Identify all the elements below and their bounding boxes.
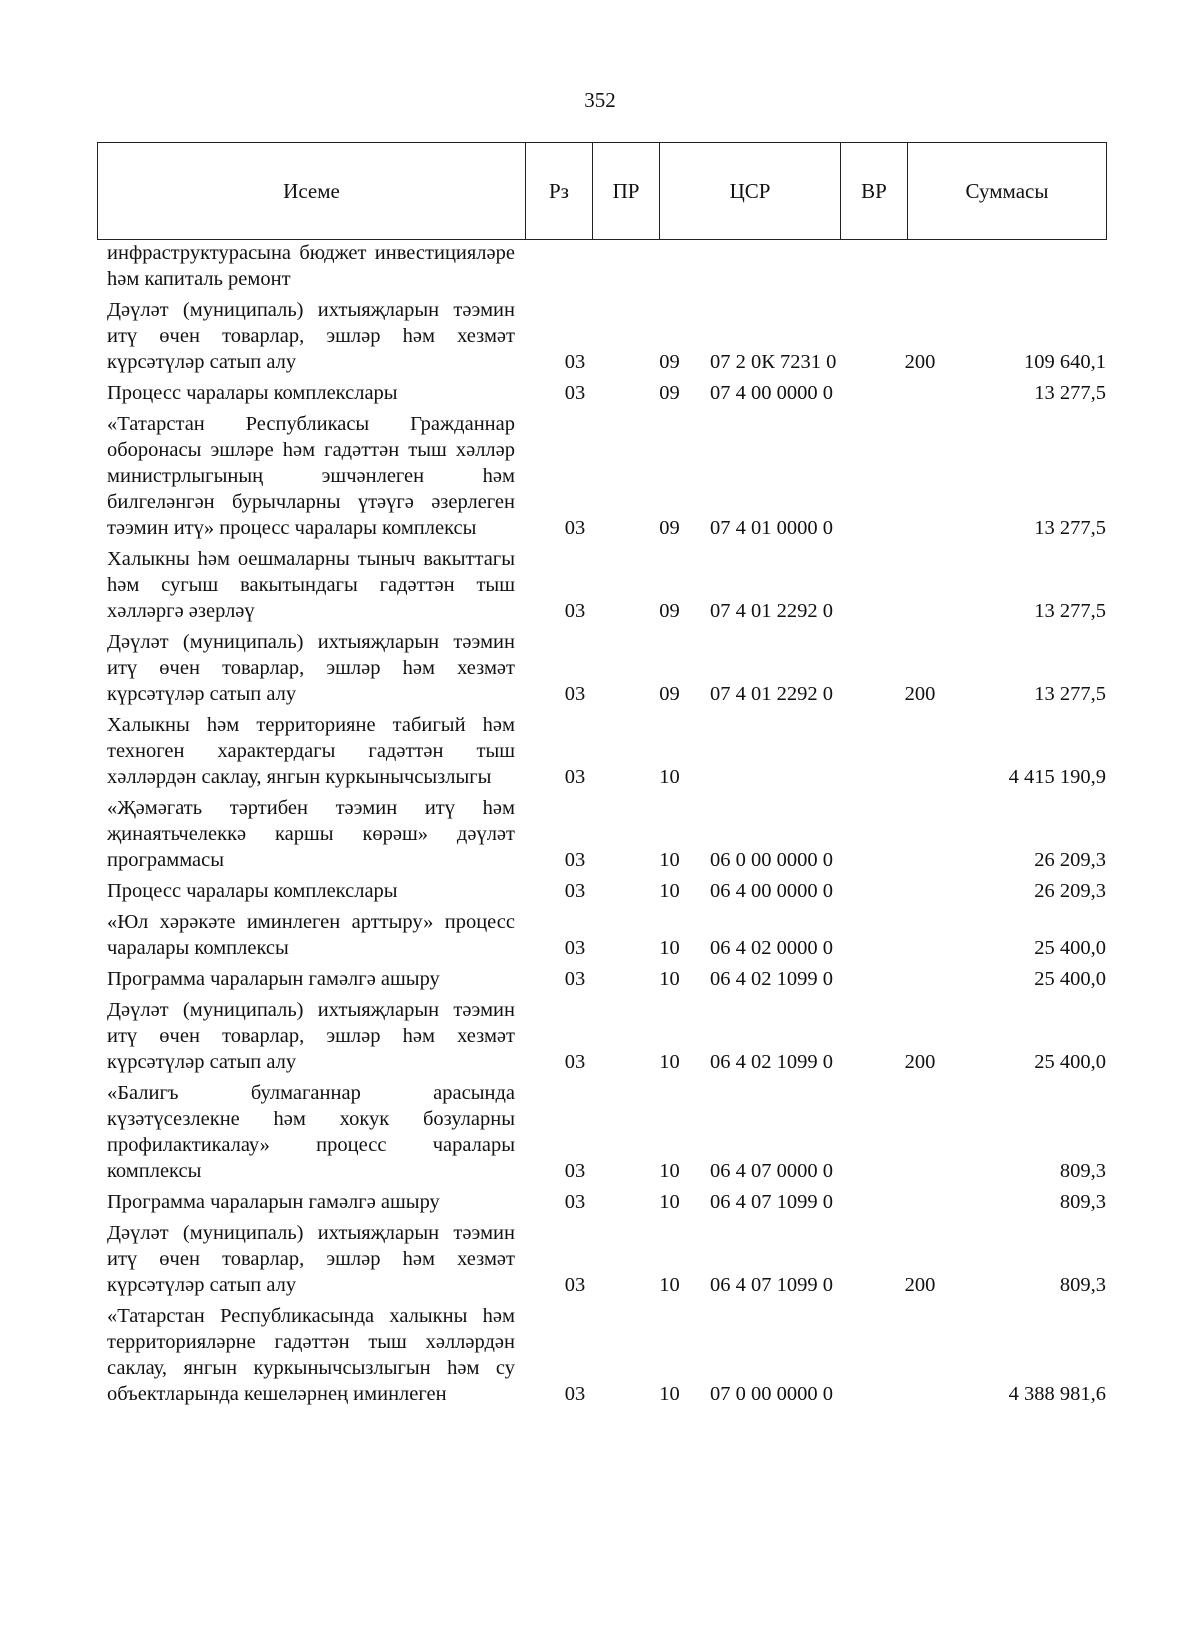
row-vr: 200 bbox=[904, 683, 936, 705]
row-sum: 26 209,3 bbox=[1034, 849, 1106, 871]
row-name: Программа чараларын гамәлгә ашыру bbox=[107, 968, 440, 990]
row-rz: 03 bbox=[564, 351, 586, 373]
table-row bbox=[0, 1220, 1200, 1298]
row-name: «Җәмәгать тәртибен тәэмин итү һәм җинаятьчелеккә каршы көрәш» дәүләт программасы bbox=[107, 797, 515, 871]
column-header-csr: ЦСР bbox=[659, 143, 840, 239]
table-row bbox=[0, 1080, 1200, 1184]
row-rz: 03 bbox=[564, 683, 586, 705]
row-pr: 10 bbox=[659, 937, 680, 959]
row-pr: 10 bbox=[659, 1383, 680, 1405]
row-sum: 13 277,5 bbox=[1034, 683, 1106, 705]
column-header-vr: ВР bbox=[840, 143, 907, 239]
row-pr: 09 bbox=[659, 517, 680, 539]
row-name: Халыкны һәм оешмаларны тыныч вакыттагы һәм сугыш вакытындагы гадәттән тыш хәлләргә әзерләү bbox=[107, 548, 515, 622]
row-vr: 200 bbox=[904, 1274, 936, 1296]
row-vr: 200 bbox=[904, 1051, 936, 1073]
row-name: Дәүләт (муниципаль) ихтыяҗларын тәэмин итү өчен товарлар, эшләр һәм хезмәт күрсәтүләр сатып алу bbox=[107, 631, 515, 705]
column-header-rz: Рз bbox=[525, 143, 592, 239]
row-rz: 03 bbox=[564, 1160, 586, 1182]
row-pr: 09 bbox=[659, 382, 680, 404]
row-csr: 07 4 00 0000 0 bbox=[710, 382, 833, 404]
table-row bbox=[0, 909, 1200, 961]
table-row bbox=[0, 380, 1200, 406]
row-pr: 10 bbox=[659, 1051, 680, 1073]
row-rz: 03 bbox=[564, 1191, 586, 1213]
table-body bbox=[0, 240, 1200, 1412]
row-rz: 03 bbox=[564, 1383, 586, 1405]
table-row bbox=[0, 966, 1200, 992]
row-sum: 13 277,5 bbox=[1034, 517, 1106, 539]
table-row bbox=[0, 1189, 1200, 1215]
row-rz: 03 bbox=[564, 517, 586, 539]
row-pr: 09 bbox=[659, 351, 680, 373]
row-csr: 07 2 0К 7231 0 bbox=[710, 351, 837, 373]
row-vr: 200 bbox=[904, 351, 936, 373]
row-csr: 06 4 07 1099 0 bbox=[710, 1191, 833, 1213]
table-row bbox=[0, 997, 1200, 1075]
row-name: Дәүләт (муниципаль) ихтыяҗларын тәэмин итү өчен товарлар, эшләр һәм хезмәт күрсәтүләр сатып алу bbox=[107, 299, 515, 373]
row-rz: 03 bbox=[564, 1274, 586, 1296]
row-csr: 07 4 01 2292 0 bbox=[710, 600, 833, 622]
row-pr: 10 bbox=[659, 1191, 680, 1213]
row-pr: 10 bbox=[659, 1160, 680, 1182]
row-csr: 06 4 07 1099 0 bbox=[710, 1274, 833, 1296]
column-header-pr: ПР bbox=[592, 143, 659, 239]
row-sum: 809,3 bbox=[1059, 1274, 1106, 1296]
row-name: Процесс чаралары комплекслары bbox=[107, 382, 398, 404]
row-rz: 03 bbox=[564, 382, 586, 404]
row-csr: 06 4 02 1099 0 bbox=[710, 1051, 833, 1073]
row-name: «Балигъ булмаганнар арасында күзәтүсезлекне һәм хокук бозуларны профилактикалау» процесс чаралары комплексы bbox=[107, 1082, 515, 1182]
table-row bbox=[0, 297, 1200, 375]
row-sum: 809,3 bbox=[1059, 1191, 1106, 1213]
row-name: Программа чараларын гамәлгә ашыру bbox=[107, 1191, 440, 1213]
table-row bbox=[0, 240, 1200, 292]
row-pr: 09 bbox=[659, 600, 680, 622]
row-csr: 07 4 01 2292 0 bbox=[710, 683, 833, 705]
column-header-name: Исеме bbox=[283, 178, 340, 203]
column-header-sum: Суммасы bbox=[907, 143, 1106, 239]
row-sum: 4 388 981,6 bbox=[1008, 1383, 1106, 1405]
row-pr: 10 bbox=[659, 766, 680, 788]
row-csr: 07 0 00 0000 0 bbox=[710, 1383, 833, 1405]
row-csr: 06 4 02 1099 0 bbox=[710, 968, 833, 990]
table-row bbox=[0, 546, 1200, 624]
row-pr: 10 bbox=[659, 1274, 680, 1296]
table-header bbox=[97, 142, 1107, 240]
row-rz: 03 bbox=[564, 880, 586, 902]
row-pr: 09 bbox=[659, 683, 680, 705]
row-pr: 10 bbox=[659, 849, 680, 871]
row-pr: 10 bbox=[659, 968, 680, 990]
page-number: 352 bbox=[584, 88, 616, 112]
row-csr: 06 4 07 0000 0 bbox=[710, 1160, 833, 1182]
row-sum: 109 640,1 bbox=[1024, 351, 1106, 373]
row-rz: 03 bbox=[564, 766, 586, 788]
row-sum: 13 277,5 bbox=[1034, 382, 1106, 404]
row-sum: 26 209,3 bbox=[1034, 880, 1106, 902]
row-sum: 25 400,0 bbox=[1034, 937, 1106, 959]
table-row bbox=[0, 712, 1200, 790]
row-rz: 03 bbox=[564, 1051, 586, 1073]
table-row bbox=[0, 411, 1200, 541]
row-name: Дәүләт (муниципаль) ихтыяҗларын тәэмин итү өчен товарлар, эшләр һәм хезмәт күрсәтүләр сатып алу bbox=[107, 1222, 515, 1296]
row-sum: 13 277,5 bbox=[1034, 600, 1106, 622]
row-sum: 25 400,0 bbox=[1034, 1051, 1106, 1073]
row-name: «Татарстан Республикасында халыкны һәм территорияләрне гадәттән тыш хәлләрдән саклау, янгын куркынычсызлыгын һәм су объектларында кешеләрнең иминлеген bbox=[107, 1305, 515, 1405]
row-csr: 06 4 02 0000 0 bbox=[710, 937, 833, 959]
table-row bbox=[0, 795, 1200, 873]
row-name: «Татарстан Республикасы Гражданнар оборонасы эшләре һәм гадәттән тыш хәлләр министрлыгының эшчәнлеген һәм билгеләнгән бурычларны үтәүгә әзерлеген тәэмин итү» процесс чаралары комплексы bbox=[107, 413, 515, 539]
table-row bbox=[0, 878, 1200, 904]
row-pr: 10 bbox=[659, 880, 680, 902]
row-sum: 4 415 190,9 bbox=[1008, 766, 1106, 788]
row-rz: 03 bbox=[564, 968, 586, 990]
row-name: «Юл хәрәкәте иминлеген арттыру» процесс чаралары комплексы bbox=[107, 911, 515, 959]
table-row bbox=[0, 1303, 1200, 1407]
row-sum: 25 400,0 bbox=[1034, 968, 1106, 990]
row-csr: 07 4 01 0000 0 bbox=[710, 517, 833, 539]
row-name: инфраструктурасына бюджет инвестицияләре һәм капиталь ремонт bbox=[107, 242, 515, 290]
row-name: Процесс чаралары комплекслары bbox=[107, 880, 398, 902]
row-name: Дәүләт (муниципаль) ихтыяҗларын тәэмин итү өчен товарлар, эшләр һәм хезмәт күрсәтүләр сатып алу bbox=[107, 999, 515, 1073]
row-rz: 03 bbox=[564, 600, 586, 622]
row-csr: 06 4 00 0000 0 bbox=[710, 880, 833, 902]
row-rz: 03 bbox=[564, 937, 586, 959]
row-csr: 06 0 00 0000 0 bbox=[710, 849, 833, 871]
row-sum: 809,3 bbox=[1059, 1160, 1106, 1182]
row-rz: 03 bbox=[564, 849, 586, 871]
row-name: Халыкны һәм территорияне табигый һәм техноген характердагы гадәттән тыш хәлләрдән саклау, янгын куркынычсызлыгы bbox=[107, 714, 515, 788]
table-row bbox=[0, 629, 1200, 707]
